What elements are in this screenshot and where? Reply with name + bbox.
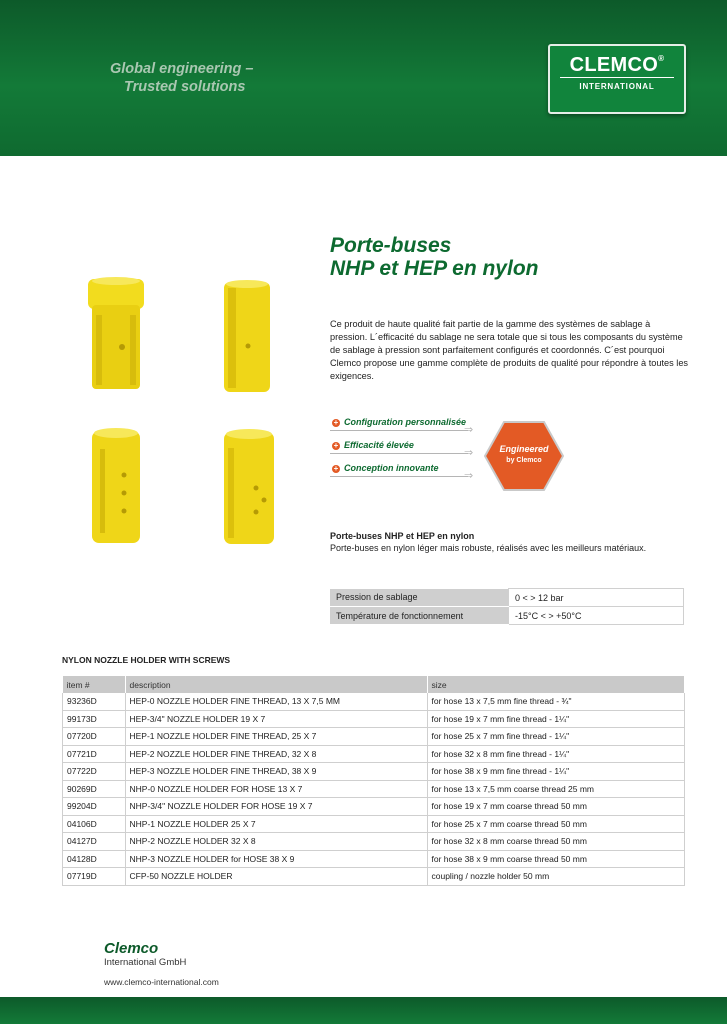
nozzle-holder-image-1 xyxy=(82,275,152,395)
cell-item: 99173D xyxy=(63,710,126,728)
table-row xyxy=(63,850,685,868)
table-row xyxy=(63,693,685,710)
arrow-right-icon: ⇒ xyxy=(464,447,474,459)
cell-size: for hose 19 x 7 mm coarse thread 50 mm xyxy=(427,798,685,816)
spec-value: -15°C < > +50°C xyxy=(509,607,684,625)
cell-description: NHP-3 NOZZLE HOLDER for HOSE 38 X 9 xyxy=(125,850,427,868)
cell-description: HEP-0 NOZZLE HOLDER FINE THREAD, 13 X 7,5 MM xyxy=(125,693,427,710)
slogan-line-1: Global engineering – xyxy=(110,61,254,77)
table-row xyxy=(63,798,685,816)
product-subtext: Porte-buses en nylon léger mais robuste, réalisés avec les meilleurs matériaux. xyxy=(330,543,647,553)
cell-size: for hose 13 x 7,5 mm coarse thread 25 mm xyxy=(427,780,685,798)
table-header-row xyxy=(63,676,685,693)
spec-row xyxy=(330,589,684,607)
spec-label: Pression de sablage xyxy=(330,589,509,607)
arrow-right-icon: ⇒ xyxy=(464,470,474,482)
spec-row xyxy=(330,607,684,625)
plus-bullet-icon: + xyxy=(333,418,339,427)
spec-table xyxy=(330,588,684,625)
title-line-2: NHP et HEP en nylon xyxy=(330,257,539,280)
nozzle-holder-image-3 xyxy=(88,425,148,547)
table-row xyxy=(63,780,685,798)
feature-item xyxy=(330,461,490,482)
cell-description: HEP-1 NOZZLE HOLDER FINE THREAD, 25 X 7 xyxy=(125,728,427,746)
cell-description: HEP-3 NOZZLE HOLDER FINE THREAD, 38 X 9 xyxy=(125,763,427,781)
cell-description: NHP-1 NOZZLE HOLDER 25 X 7 xyxy=(125,815,427,833)
cell-item: 93236D xyxy=(63,693,126,710)
logo-divider xyxy=(560,77,674,78)
column-header-size: size xyxy=(427,676,685,693)
slogan xyxy=(110,60,253,96)
nozzle-holder-image-4 xyxy=(220,428,280,548)
feature-item xyxy=(330,438,490,459)
feature-underline xyxy=(330,453,468,454)
cell-size: for hose 19 x 7 mm fine thread - 1¼" xyxy=(427,710,685,728)
hexagon-badge-icon xyxy=(484,420,564,492)
logo-subtitle: INTERNATIONAL xyxy=(579,82,655,91)
feature-label: Efficacité élevée xyxy=(344,440,414,450)
cell-size: for hose 25 x 7 mm fine thread - 1¼" xyxy=(427,728,685,746)
cell-item: 07722D xyxy=(63,763,126,781)
footer-bar xyxy=(0,997,727,1024)
product-subtitle: Porte-buses NHP et HEP en nylon xyxy=(330,531,475,541)
page-title xyxy=(330,234,538,280)
cell-description: HEP-2 NOZZLE HOLDER FINE THREAD, 32 X 8 xyxy=(125,745,427,763)
cell-description: NHP-0 NOZZLE HOLDER FOR HOSE 13 X 7 xyxy=(125,780,427,798)
cell-size: for hose 32 x 8 mm fine thread - 1¼" xyxy=(427,745,685,763)
cell-size: for hose 38 x 9 mm fine thread - 1¼" xyxy=(427,763,685,781)
table-row xyxy=(63,833,685,851)
cell-size: for hose 13 x 7,5 mm fine thread - ¾" xyxy=(427,693,685,710)
cell-size: coupling / nozzle holder 50 mm xyxy=(427,868,685,886)
table-row xyxy=(63,868,685,886)
cell-item: 04128D xyxy=(63,850,126,868)
clemco-logo xyxy=(548,44,686,114)
cell-item: 07719D xyxy=(63,868,126,886)
table-row xyxy=(63,710,685,728)
badge-line-2: by Clemco xyxy=(506,457,542,464)
cell-size: for hose 25 x 7 mm coarse thread 50 mm xyxy=(427,815,685,833)
table-title: NYLON NOZZLE HOLDER WITH SCREWS xyxy=(62,655,231,665)
logo-wordmark: CLEMCO xyxy=(569,54,659,76)
arrow-right-icon: ⇒ xyxy=(464,424,474,436)
badge-line-1: Engineered xyxy=(499,444,549,454)
cell-description: NHP-3/4" NOZZLE HOLDER FOR HOSE 19 X 7 xyxy=(125,798,427,816)
table-row xyxy=(63,763,685,781)
product-table xyxy=(62,676,685,886)
cell-size: for hose 32 x 8 mm coarse thread 50 mm xyxy=(427,833,685,851)
spec-label: Température de fonctionnement xyxy=(330,607,509,625)
feature-label: Conception innovante xyxy=(344,463,439,473)
cell-item: 90269D xyxy=(63,780,126,798)
feature-item xyxy=(330,415,490,436)
cell-item: 04106D xyxy=(63,815,126,833)
column-header-item: item # xyxy=(63,676,126,693)
logo-registered-mark: ® xyxy=(658,54,665,63)
nozzle-holder-image-2 xyxy=(218,278,278,398)
intro-paragraph: Ce produit de haute qualité fait partie de la gamme des systèmes de sablage à pression. L´efficacité du sablage ne sera totale que si tous les composants du système de sablage à pression sont parfaitement configurés et coordonnés. C´est pourquoi Clemco propose une gamme complète de produits de qualité pour répondre à toutes les exigences. xyxy=(330,319,689,381)
cell-size: for hose 38 x 9 mm coarse thread 50 mm xyxy=(427,850,685,868)
footer-company-name: Clemco xyxy=(104,940,159,957)
plus-bullet-icon: + xyxy=(333,441,339,450)
title-line-1: Porte-buses xyxy=(330,234,452,257)
cell-description: NHP-2 NOZZLE HOLDER 32 X 8 xyxy=(125,833,427,851)
footer-url-link[interactable]: www.clemco-international.com xyxy=(104,977,219,987)
cell-item: 07720D xyxy=(63,728,126,746)
cell-item: 07721D xyxy=(63,745,126,763)
feature-label: Configuration personnalisée xyxy=(344,417,467,427)
cell-description: HEP-3/4" NOZZLE HOLDER 19 X 7 xyxy=(125,710,427,728)
header-banner xyxy=(0,0,727,156)
footer-company-sub: International GmbH xyxy=(104,957,187,968)
table-row xyxy=(63,728,685,746)
cell-item: 99204D xyxy=(63,798,126,816)
column-header-description: description xyxy=(125,676,427,693)
slogan-line-2: Trusted solutions xyxy=(124,79,246,95)
cell-item: 04127D xyxy=(63,833,126,851)
feature-underline xyxy=(330,476,468,477)
feature-underline xyxy=(330,430,468,431)
spec-value: 0 < > 12 bar xyxy=(509,589,684,607)
engineered-badge xyxy=(484,420,564,492)
plus-bullet-icon: + xyxy=(333,464,339,473)
table-row xyxy=(63,815,685,833)
cell-description: CFP-50 NOZZLE HOLDER xyxy=(125,868,427,886)
table-row xyxy=(63,745,685,763)
